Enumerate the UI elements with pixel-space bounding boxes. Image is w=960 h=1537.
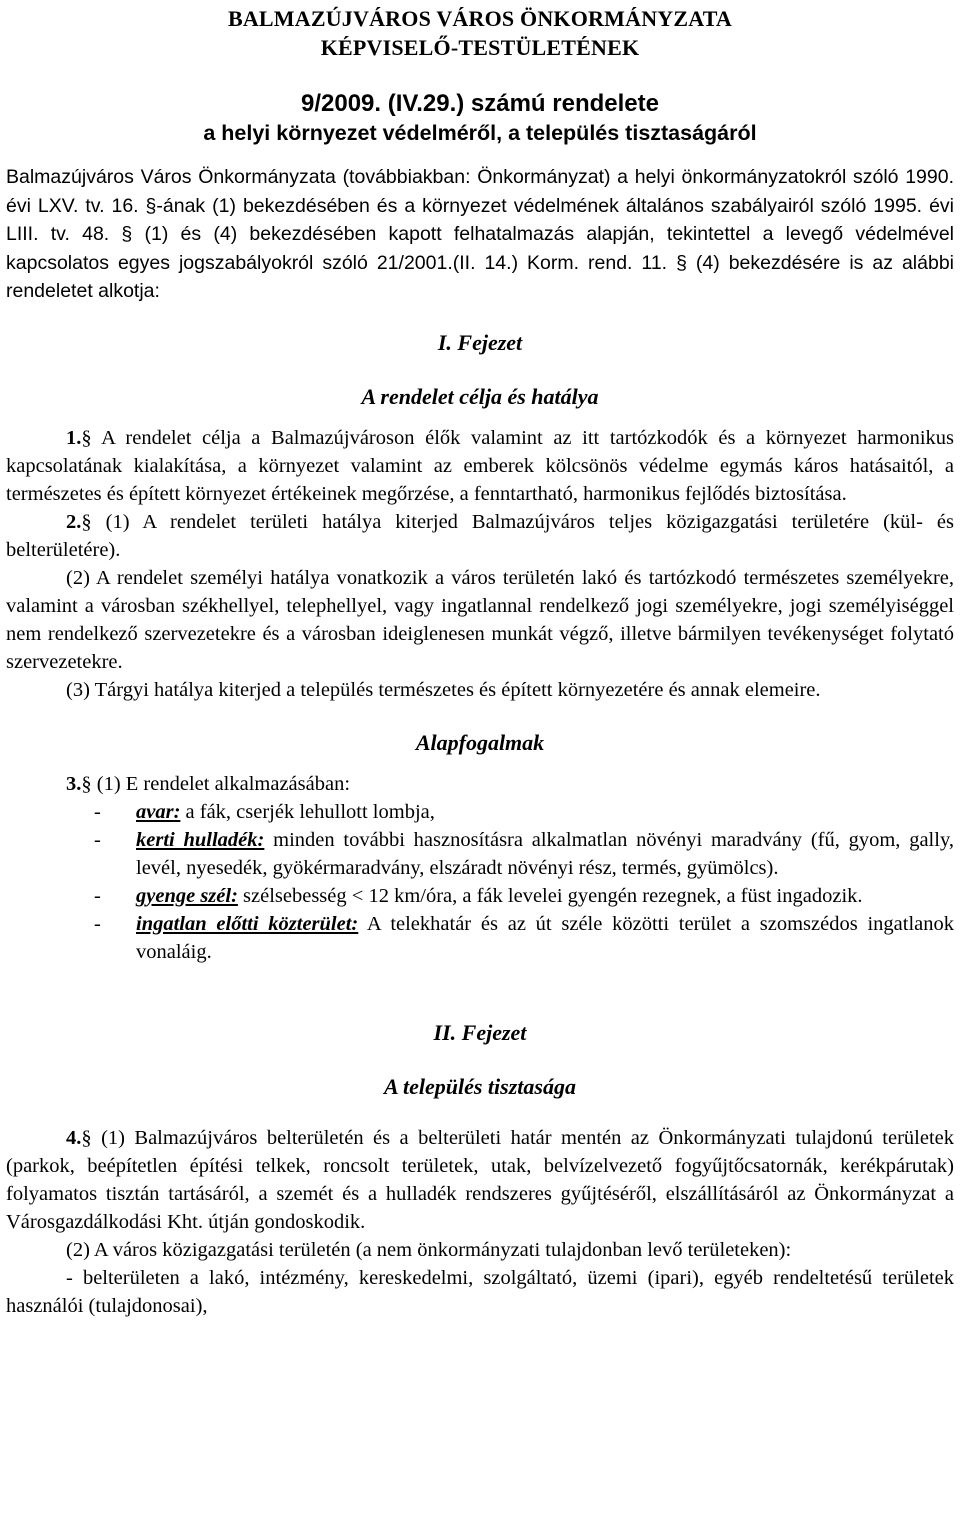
definition-item	[6, 826, 954, 882]
section-4-paragraph-1	[6, 1124, 954, 1236]
section-4-number: 4.	[66, 1126, 82, 1149]
list-dash: -	[94, 884, 101, 907]
section-2-paragraph-2: (2) A rendelet személyi hatálya vonatkozik a város területén lakó és tartózkodó természetes személyekre, valamint a városban székhellyel, telephellyel, vagy ingatlannal rendelkező jogi személyekre, jogi személyiséggel nem rendelkező szervezetekre és a városban ideiglenesen munkát végző, illetve bármilyen tevékenységet folytató szervezetekre.	[6, 566, 954, 673]
definitions-heading: Alapfogalmak	[415, 729, 545, 755]
institution-line-2: KÉPVISELŐ-TESTÜLETÉNEK	[320, 35, 640, 60]
definition-item	[6, 882, 954, 910]
section-3-intro-text: § (1) E rendelet alkalmazásában:	[81, 772, 351, 795]
section-1-text: § A rendelet célja a Balmazújvároson élők valamint az itt tartózkodók és a környezet harmonikus kapcsolatának kialakítása, a környezet valamint az emberek kölcsönös védelme egymás káros hatásaitól, a természetes és épített környezet értékeinek megőrzése, a fenntartható, harmonikus fejlődés biztosítása.	[6, 426, 954, 505]
section-2-paragraph-3: (3) Tárgyi hatálya kiterjed a település természetes és épített környezetére és annak elemeire.	[66, 678, 821, 701]
section-4-text-1: § (1) Balmazújváros belterületén és a belterületi határ mentén az Önkormányzati tulajdonú területek (parkok, beépítetlen építési telkek, roncsolt területek, utak, belvízelvezető fogyűjtőcsatornák, kerékpárutak) folyamatos tisztán tartásáról, a szemét és a hulladék rendszeres gyűjtéséről, elszállításáról az Önkormányzat a Városgazdálkodási Kht. útján gondoskodik.	[6, 1126, 954, 1233]
definition-text: minden további hasznosításra alkalmatlan növényi maradvány (fű, gyom, gally, levél, nyesedék, gyökérmaradvány, elszáradt növényi rész, termés, gyümölcs).	[136, 828, 954, 879]
section-2-number: 2.	[66, 510, 82, 533]
definition-term: ingatlan előtti közterület:	[136, 912, 359, 935]
section-4-paragraph-3: - belterületen a lakó, intézmény, kereskedelmi, szolgáltató, üzemi (ipari), egyéb rendeltetésű területek használói (tulajdonosai),	[6, 1266, 954, 1317]
section-2-text-1: § (1) A rendelet területi hatálya kiterjed Balmazújváros teljes közigazgatási területére (kül- és belterületére).	[6, 510, 954, 561]
chapter-2-subtitle: A település tisztasága	[384, 1073, 576, 1099]
definition-item	[6, 798, 954, 826]
section-3-intro	[6, 770, 954, 798]
definition-text: a fák, cserjék lehullott lombja,	[180, 800, 435, 823]
definition-item	[6, 910, 954, 966]
regulation-subject: a helyi környezet védelméről, a település tisztaságáról	[203, 121, 757, 145]
institution-line-1: BALMAZÚJVÁROS VÁROS ÖNKORMÁNYZATA	[227, 6, 733, 31]
section-1-number: 1.	[66, 426, 82, 449]
definitions-list	[6, 798, 954, 966]
list-dash: -	[94, 912, 101, 935]
chapter-1-subtitle: A rendelet célja és hatálya	[361, 383, 599, 409]
section-3-number: 3.	[66, 772, 82, 795]
definition-text: A telekhatár és az út széle közötti terület a szomszédos ingatlanok vonaláig.	[136, 912, 954, 963]
definition-term: gyenge szél:	[136, 884, 238, 907]
regulation-number: 9/2009. (IV.29.) számú rendelete	[301, 90, 659, 117]
section-2-paragraph-1	[6, 508, 954, 564]
section-4-paragraph-2: (2) A város közigazgatási területén (a nem önkormányzati tulajdonban levő területeken):	[66, 1238, 792, 1261]
chapter-1-title: I. Fejezet	[437, 329, 523, 355]
definition-text: szélsebesség < 12 km/óra, a fák levelei gyengén rezegnek, a füst ingadozik.	[237, 884, 863, 907]
document-page	[6, 0, 954, 1320]
definition-term: avar:	[136, 800, 181, 823]
section-1	[6, 424, 954, 508]
preamble: Balmazújváros Város Önkormányzata (továbbiakban: Önkormányzat) a helyi önkormányzatokról szóló 1990. évi LXV. tv. 16. §-ának (1) bekezdésében és a környezet védelmének általános szabályairól szóló 1995. évi LIII. tv. 48. § (1) és (4) bekezdésében kapott felhatalmazás alapján, tekintettel a levegő védelmével kapcsolatos egyes jogszabályokról szóló 21/2001.(II. 14.) Korm. rend. 11. § (4) bekezdésére is az alábbi rendeletet alkotja:	[6, 166, 954, 302]
chapter-2-title: II. Fejezet	[433, 1019, 527, 1045]
list-dash: -	[94, 828, 101, 851]
definition-term: kerti hulladék:	[136, 828, 265, 851]
list-dash: -	[94, 800, 101, 823]
